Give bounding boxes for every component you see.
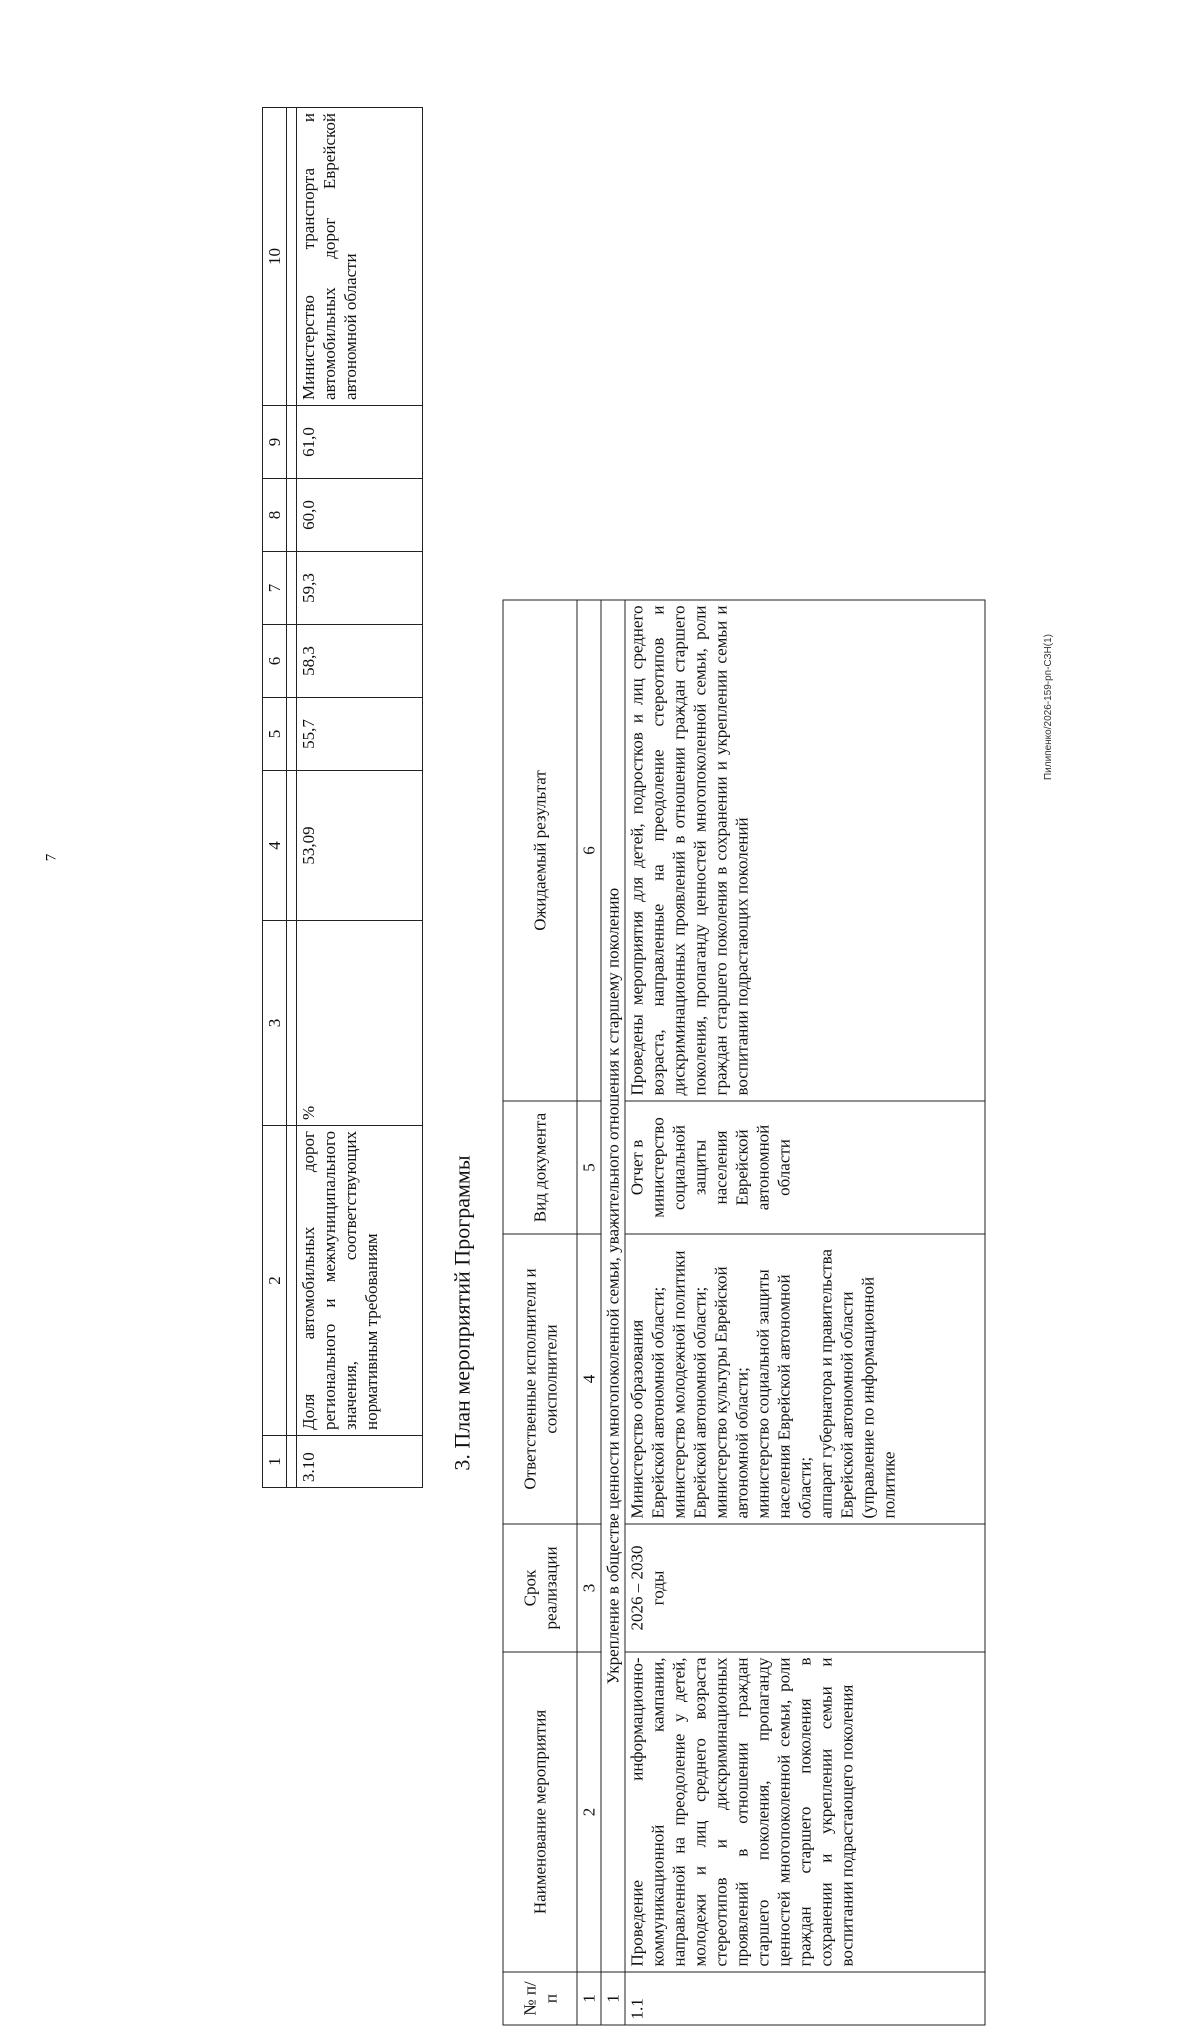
column-numbers-row — [263, 108, 287, 1488]
indicators-table — [262, 107, 423, 1488]
indicator-name: Доля автомобильных дорог регионального и межмуниципального значения, соответствующих нормативным требованиям — [297, 1126, 423, 1436]
column-numbers-row — [577, 600, 601, 2025]
column-number: 2 — [577, 1652, 601, 1972]
document-code: Пилипенко/2026-159-рп-СЗН(1) — [1043, 634, 1054, 781]
table-row — [625, 600, 985, 2025]
section-number: 1 — [601, 1972, 625, 2025]
header-cell: Ожидаемый результат — [503, 600, 577, 1101]
value-cell: 55,7 — [297, 698, 423, 771]
header-cell: 3 — [263, 921, 287, 1126]
header-cell: Срок реализации — [503, 1524, 577, 1652]
document-cell: Отчет в министерство социальной защиты населения Еврейской автономной области — [625, 1101, 985, 1234]
indicators-table-block — [262, 108, 432, 1488]
value-cell: 61,0 — [297, 406, 423, 479]
header-cell: 4 — [263, 771, 287, 921]
value-cell: 59,3 — [297, 552, 423, 625]
responsible-cell: Министерство транспорта и автомобильных дорог Еврейской автономной области — [297, 108, 423, 406]
row-number: 3.10 — [297, 1436, 423, 1488]
executor-item: Министерство образования Еврейской автономной области; — [627, 1286, 668, 1519]
header-cell: Вид документа — [503, 1101, 577, 1234]
value-cell: 58,3 — [297, 625, 423, 698]
header-cell: № п/п — [503, 1972, 577, 2025]
term-cell: 2026 – 2030 годы — [625, 1524, 985, 1652]
header-cell: 10 — [263, 108, 287, 406]
header-row — [503, 600, 577, 2025]
column-number: 1 — [577, 1972, 601, 2025]
unit: % — [297, 921, 423, 1126]
header-cell: 8 — [263, 479, 287, 552]
value-cell: 53,09 — [297, 771, 423, 921]
value-cell: 60,0 — [297, 479, 423, 552]
header-cell: 2 — [263, 1126, 287, 1436]
section-title: 3. План мероприятий Программы — [449, 1155, 475, 1471]
spacer-row — [287, 108, 297, 1488]
executors-cell — [625, 1234, 985, 1524]
header-cell: Наименование мероприятия — [503, 1652, 577, 1972]
action-plan-block — [438, 601, 1028, 2026]
header-cell: 7 — [263, 552, 287, 625]
header-cell: 9 — [263, 406, 287, 479]
page-number: 7 — [43, 853, 60, 862]
executor-item: министерство молодежной политики Еврейской автономной области; — [669, 1250, 710, 1519]
executor-item: министерство социальной защиты населения Еврейской автономной области; — [753, 1269, 815, 1519]
action-plan-table — [503, 600, 986, 2026]
table-row — [297, 108, 423, 1488]
column-number: 4 — [577, 1234, 601, 1524]
section-row — [601, 600, 625, 2025]
activity-name: Проведение информационно-коммуникационной кампании, направленной на преодоление у детей, молодежи и лиц среднего возраста стереотипов и дискриминационных проявлений в отношении граждан старшего поколения, пропаганду ценностей многопоколенной семьи, роли граждан старшего поколения в сохранении и укреплении семьи и воспитании подрастающего поколения — [625, 1652, 985, 1972]
header-cell: Ответственные исполнители и соисполнители — [503, 1234, 577, 1524]
header-cell: 1 — [263, 1436, 287, 1488]
column-number: 6 — [577, 600, 601, 1101]
column-number: 5 — [577, 1101, 601, 1234]
header-cell: 6 — [263, 625, 287, 698]
executor-item: министерство культуры Еврейской автономной области; — [711, 1266, 752, 1519]
row-number: 1.1 — [625, 1972, 985, 2025]
result-cell: Проведены мероприятия для детей, подростков и лиц среднего возраста, направленные на преодоление стереотипов и дискриминационных проявлений в отношении граждан старшего поколения, пропаганду ценностей многопоколенной семьи, роли граждан старшего поколения в сохранении и укреплении семьи и воспитании подрастающих поколений — [625, 600, 985, 1101]
executor-item: аппарат губернатора и правительства Еврейской автономной области (управление по информационной политике — [816, 1249, 899, 1519]
header-cell: 5 — [263, 698, 287, 771]
column-number: 3 — [577, 1524, 601, 1652]
section-heading: Укрепление в обществе ценности многопоколенной семьи, уважительного отношения к старшему поколению — [601, 600, 625, 1972]
